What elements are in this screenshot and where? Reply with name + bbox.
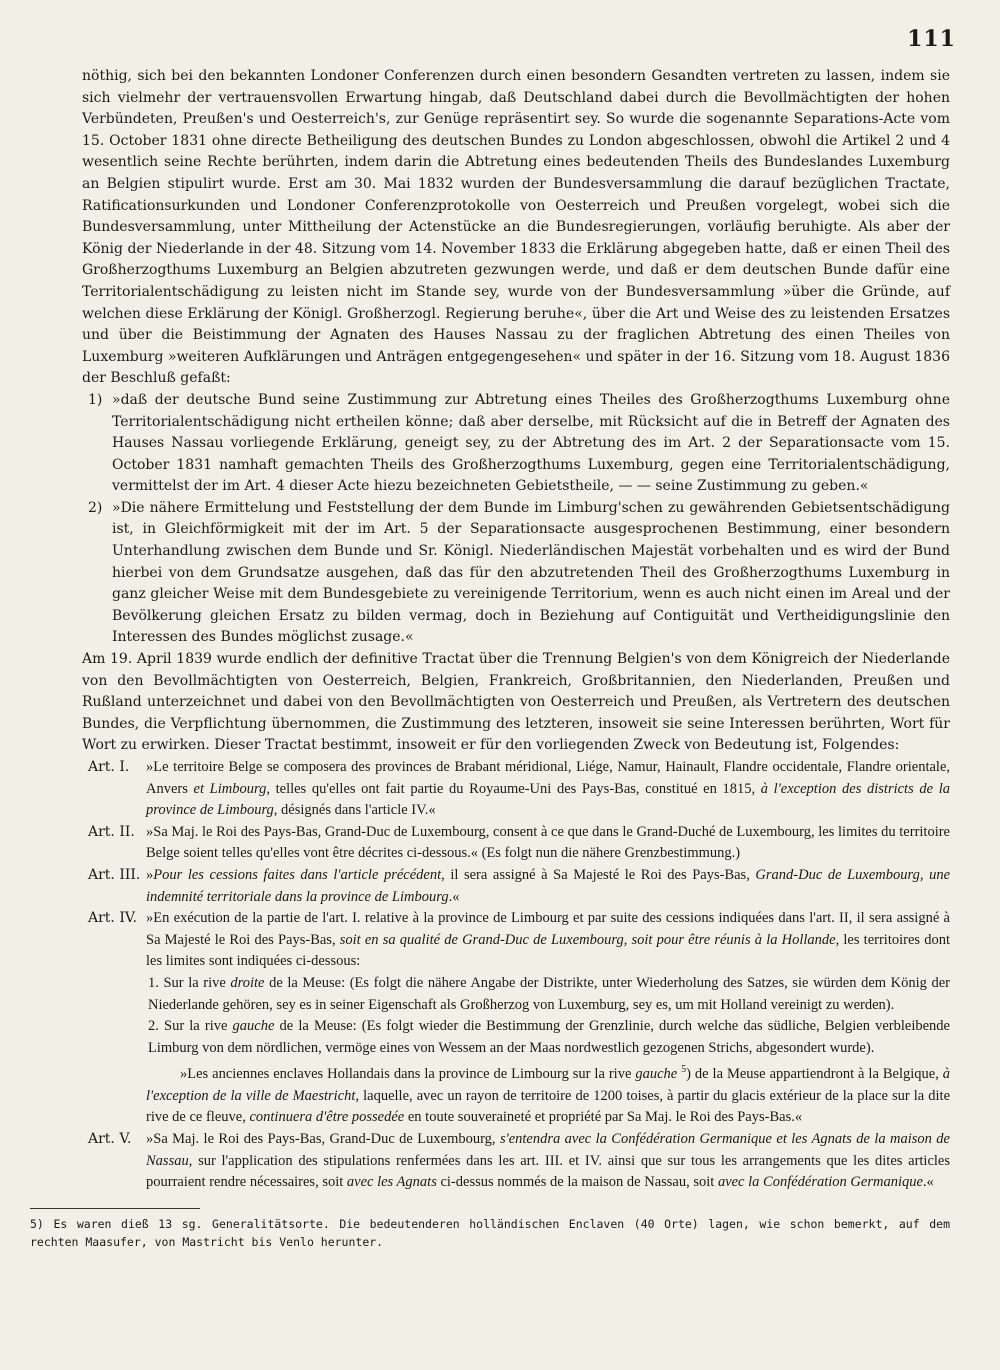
article-label: Art. III.	[88, 866, 141, 883]
article-4-subitem-2: 2. Sur la rive gauche de la Meuse: (Es folgt wieder die Bestimmung der Grenzlinie, durch welche das südliche, Belgien verbleibende Limburg von dem nördlichen, vermöge eines von Wessem an der Maas nordwestlich gezogenen Strichs, abgesondert wurde).	[148, 1018, 950, 1056]
article-4	[82, 908, 950, 1129]
footnote-marker: 5)	[30, 1216, 44, 1231]
footnote-reference: 5	[681, 1064, 687, 1076]
article-label: Art. II.	[88, 823, 135, 840]
item-text: »Die nähere Ermittelung und Feststellung der dem Bunde im Limburg'schen zu gewährenden Gebietsentschädigung ist, in Gleichförmigkeit mit der im Art. 5 der Separationsacte ausgesprochenen Bestimmung, einer besondern Unterhandlung zwischen dem Bunde und Sr. Königl. Niederländischen Majestät vorbehalten und es wird der Bund hierbei von dem Grundsatze ausgehen, daß das für den abzutretenden Theil des Großherzogthums Luxemburg in ganz gleicher Weise mit dem Bundesgebiete zu vereinigende Territorium, wenn es auch nicht einen im Areal und der Bevölkerung gleichen Ersatz zu bilden vermag, doch in Beziehung auf Contiguität und Vertheidigungslinie den Interessen des Bundes möglichst zusage.«	[112, 499, 950, 646]
article-1	[82, 757, 950, 822]
article-label: Art. V.	[88, 1130, 132, 1147]
resolution-item-2	[82, 498, 950, 649]
article-label: Art. IV.	[88, 910, 137, 927]
item-text: »daß der deutsche Bund seine Zustimmung zur Abtretung eines Theiles des Großherzogthums Luxemburg ohne Territorialentschädigung nicht ertheilen könne; daß aber derselbe, mit Rücksicht auf die in Betreff der Agnaten des Hauses Nassau vorliegende Erklärung, geneigt sey, zu der Abtretung des im Art. 2 der Separationsacte vom 15. October 1831 namhaft gemachten Theils des Großherzogthums Luxemburg, gegen eine Territorialentschädigung, vermittelst der im Art. 4 dieser Acte hiezu bezeichneten Gebietstheile, — — seine Zustimmung zu geben.«	[112, 391, 950, 495]
item-number: 1)	[88, 391, 103, 408]
treaty-paragraph: Am 19. April 1839 wurde endlich der definitive Tractat über die Trennung Belgien's von dem Königreich der Niederlande von den Bevollmächtigten von Oesterreich, Belgien, Frankreich, Großbritannien, den Niederlanden, Preußen und Rußland unterzeichnet und dabei von den Bevollmächtigten von Oesterreich und Preußen, als Vertretern des deutschen Bundes, die Verpflichtung übernommen, die Zustimmung des letzteren, insoweit sie seine Interessen berührten, Wort für Wort zu erwirken. Dieser Tractat bestimmt, insoweit er für den vorliegenden Zweck von Bedeutung ist, Folgendes:	[82, 651, 950, 754]
resolution-item-1	[82, 390, 950, 498]
main-text	[30, 66, 951, 1251]
article-4-enclaves: »Les anciennes enclaves Hollandais dans la province de Limbourg sur la rive gauche $^5$) de la Meuse appartiendront à la Belgique, à l'exception de la ville de Maestricht, laquelle, avec un rayon de territoire de 1200 toises, à partir du glacis extérieur de la place sur la dite rive de ce fleuve, continuera d'être possedée en toute souveraineté et propriété par Sa Maj. le Roi des Pays-Bas.«	[146, 1064, 951, 1126]
article-3	[82, 865, 950, 908]
article-text: »Pour les cessions faites dans l'article précédent, il sera assigné à Sa Majesté le Roi des Pays-Bas, Grand-Duc de Luxembourg, une indemnité territoriale dans la province de Limbourg.«	[146, 866, 951, 905]
footnote-divider	[30, 1208, 200, 1209]
article-text: »Sa Maj. le Roi des Pays-Bas, Grand-Duc de Luxembourg, s'entendra avec la Confédération Germanique et les Agnats de la maison de Nassau, sur l'application des stipulations renfermées dans les art. III. et IV. ainsi que sur tous les arrangements que les dites articles pourraient rendre nécessaires, soit avec les Agnats ci-dessus nommés de la maison de Nassau, soit avec la Confédération Germanique.«	[146, 1130, 950, 1191]
article-label: Art. I.	[88, 759, 130, 775]
page-number: 111	[907, 26, 956, 52]
article-2	[82, 822, 950, 865]
item-number: 2)	[88, 499, 103, 516]
article-5	[82, 1129, 950, 1194]
article-text	[146, 908, 950, 1129]
article-text: »Sa Maj. le Roi des Pays-Bas, Grand-Duc de Luxembourg, consent à ce que dans le Grand-Duché de Luxembourg, les limites du territoire Belge soient telles qu'elles vont être décrites ci-dessous.« (Es folgt nun die nähere Grenzbestimmung.)	[146, 823, 950, 862]
article-4-intro: »En exécution de la partie de l'art. I. relative à la province de Limbourg et par suite des cessions indiquées dans l'art. II, il sera assigné à Sa Majesté le Roi des Pays-Bas, soit en sa qualité de Grand-Duc de Luxembourg, soit pour être réunis à la Hollande, les territoires dont les limites sont indiquées ci-dessous:	[146, 910, 950, 970]
footnote	[30, 1215, 950, 1251]
footnote-text: Es waren dieß 13 sg. Generalitätsorte. Die bedeutenderen holländischen Enclaven (40 Orte) lagen, wie schon bemerkt, auf dem rechten Maasufer, von Mastricht bis Venlo herunter.	[30, 1216, 950, 1249]
article-4-subitem-1: 1. Sur la rive droite de la Meuse: (Es folgt die nähere Angabe der Distrikte, unter Wiederholung des Satzes, sie würden dem König der Niederlande gehören, sey es in seiner Eigenschaft als Großherzog von Luxemburg, sey es, um mit Holland vereinigt zu werden).	[148, 974, 950, 1013]
article-text: »Le territoire Belge se composera des provinces de Brabant méridional, Liége, Namur, Hainault, Flandre occidentale, Flandre orientale, Anvers et Limbourg, telles qu'elles ont fait partie du Royaume-Uni des Pays-Bas, constitué en 1815, à l'exception des districts de la province de Limbourg, désignés dans l'article IV.«	[146, 759, 950, 819]
intro-paragraph: nöthig, sich bei den bekannten Londoner Conferenzen durch einen besondern Gesandten vertreten zu lassen, indem sie sich vielmehr der vertrauensvollen Erwartung hingab, daß Deutschland dabei durch die Bevollmächtigten der hohen Verbündeten, Preußen's und Oesterreich's, zur Genüge repräsentirt sey. So wurde die sogenannte Separations-Acte vom 15. October 1831 ohne directe Betheiligung des deutschen Bundes zu London abgeschlossen, obwohl die Artikel 2 und 4 wesentlich seine Rechte berührten, indem darin die Abtretung eines bedeutenden Theils des Bundeslandes Luxemburg an Belgien stipulirt wurde. Erst am 30. Mai 1832 wurden der Bundesversammlung die darauf bezüglichen Tractate, Ratificationsurkunden und Londoner Conferenzprotokolle von Oesterreich und Preußen vorgelegt, wobei sich die Bundesversammlung, unter Mittheilung der Actenstücke an die Bundesregierungen, vorläufig beruhigte. Als aber der König der Niederlande in der 48. Sitzung vom 14. November 1833 die Erklärung abgegeben hatte, daß er einen Theil des Großherzogthums Luxemburg an Belgien abzutreten gezwungen werde, und daß er dem deutschen Bunde dafür eine Territorialentschädigung zu leisten nicht im Stande sey, wurde von der Bundesversammlung »über die Gründe, auf welchen diese Erklärung der Königl. Großherzogl. Regierung beruhe«, über die Art und Weise des zu leistenden Ersatzes und über die Beistimmung der Agnaten des Hauses Nassau zu der fraglichen Abtretung des einen Theiles von Luxemburg »weiteren Aufklärungen und Anträgen entgegengesehen« und später in der 16. Sitzung vom 18. August 1836 der Beschluß gefaßt:	[82, 68, 950, 387]
